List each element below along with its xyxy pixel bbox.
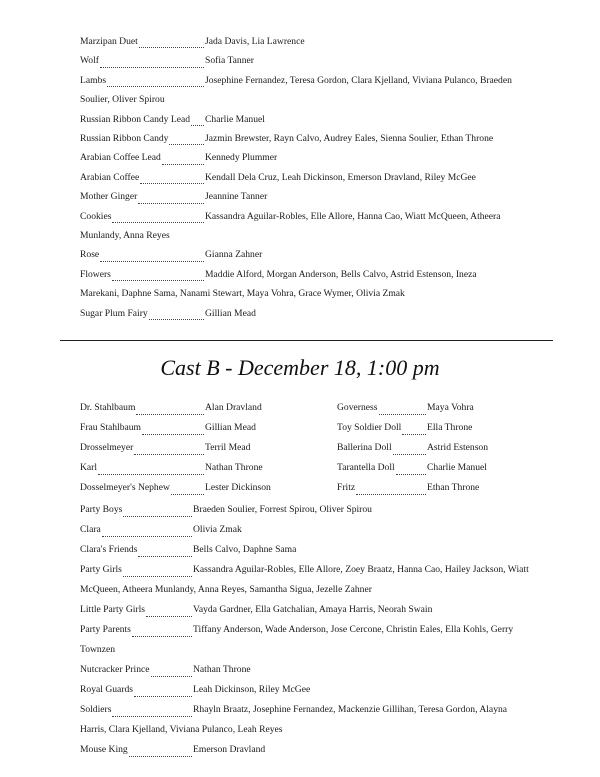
cast-entry	[80, 600, 560, 620]
role-leader	[80, 458, 205, 478]
role-name: Royal Guards	[80, 684, 134, 695]
dot-leader	[356, 494, 426, 495]
cast-entry	[80, 700, 560, 740]
cast-entry	[80, 265, 550, 304]
performer-names: Kassandra Aguilar-Robles, Elle Allore, Zoey Braatz, Hanna Cao, Hailey Jackson, Wiatt	[193, 564, 529, 575]
performer-names: Jeannine Tanner	[205, 191, 268, 203]
performer-names: Nathan Throne	[205, 462, 263, 473]
role-name: Ballerina Doll	[337, 442, 392, 453]
performer-names: Rhayln Braatz, Josephine Fernandez, Mackenzie Gillihan, Teresa Gordon, Alayna	[193, 704, 508, 715]
dot-leader	[136, 414, 204, 415]
role-name: Fritz	[337, 482, 356, 493]
role-leader	[80, 740, 193, 760]
cast-b-principal-left	[80, 398, 330, 498]
performer-names-continued: McQueen, Atheera Munlandy, Anna Reyes, Samantha Sigua, Jezelle Zahner	[80, 584, 372, 595]
role-leader	[80, 32, 205, 51]
role-name: Wolf	[80, 55, 99, 67]
role-leader	[80, 620, 193, 640]
role-name: Marzipan Duet	[80, 36, 138, 47]
role-leader	[80, 51, 205, 70]
dot-leader	[123, 516, 192, 517]
performer-names: Sofia Tanner	[205, 55, 254, 67]
role-name: Mouse King	[80, 744, 128, 755]
performer-names: Tiffany Anderson, Wade Anderson, Jose Cercone, Christin Eales, Ella Kohls, Gerry	[193, 624, 514, 635]
dot-leader	[142, 434, 204, 435]
role-name: Party Boys	[80, 504, 123, 515]
role-leader	[80, 660, 193, 680]
performer-names-continued: Harris, Clara Kjelland, Viviana Pulanco, Leah Reyes	[80, 724, 283, 735]
cast-entry	[80, 207, 550, 246]
role-leader	[80, 438, 205, 458]
role-leader	[80, 560, 193, 580]
role-leader	[80, 148, 205, 167]
role-name: Dr. Stahlbaum	[80, 402, 136, 413]
dot-leader	[129, 756, 192, 757]
role-leader	[80, 129, 205, 148]
dot-leader	[146, 616, 192, 617]
role-leader	[80, 680, 193, 700]
performer-names: Gillian Mead	[205, 422, 256, 433]
cast-entry	[337, 438, 557, 458]
cast-entry	[80, 620, 560, 660]
performer-names: Charlie Manuel	[427, 462, 487, 473]
performer-names-continued: Townzen	[80, 644, 116, 655]
performer-names: Terril Mead	[205, 442, 251, 453]
dot-leader	[139, 47, 204, 48]
performer-names: Emerson Dravland	[193, 744, 266, 755]
cast-entry	[80, 680, 560, 700]
role-leader	[80, 540, 193, 560]
performer-names: Bells Calvo, Daphne Sama	[193, 544, 297, 555]
dot-leader	[100, 67, 204, 68]
dot-leader	[112, 280, 204, 281]
dot-leader	[396, 474, 426, 475]
role-name: Drosselmeyer	[80, 442, 134, 453]
cast-entry	[80, 245, 550, 264]
cast-entry	[80, 478, 330, 498]
dot-leader	[138, 556, 192, 557]
role-name: Frau Stahlbaum	[80, 422, 142, 433]
role-name: Little Party Girls	[80, 604, 146, 615]
role-leader	[337, 458, 427, 478]
dot-leader	[169, 144, 204, 145]
cast-entry	[80, 187, 550, 206]
role-leader	[80, 168, 205, 187]
role-name: Flowers	[80, 268, 111, 280]
dot-leader	[134, 696, 192, 697]
dot-leader	[393, 454, 426, 455]
role-leader	[80, 304, 205, 323]
role-name: Arabian Coffee Lead	[80, 152, 161, 164]
role-leader	[80, 187, 205, 206]
role-name: Rose	[80, 249, 100, 261]
role-name: Toy Soldier Doll	[337, 422, 402, 433]
cast-entry	[80, 32, 550, 51]
role-leader	[80, 207, 205, 226]
role-name: Dosselmeyer's Nephew	[80, 482, 170, 493]
performer-names: Maddie Alford, Morgan Anderson, Bells Calvo, Astrid Estenson, Ineza	[205, 268, 477, 280]
dot-leader	[140, 183, 204, 184]
role-name: Nutcracker Prince	[80, 664, 150, 675]
dot-leader	[151, 676, 192, 677]
performer-names: Charlie Manuel	[205, 113, 265, 125]
role-leader	[80, 600, 193, 620]
dot-leader	[107, 86, 204, 87]
role-name: Russian Ribbon Candy Lead	[80, 113, 191, 125]
cast-entry	[80, 520, 560, 540]
role-leader	[80, 478, 205, 498]
dot-leader	[171, 494, 204, 495]
role-name: Lambs	[80, 74, 107, 86]
role-name: Sugar Plum Fairy	[80, 307, 148, 319]
cast-entry	[80, 168, 550, 187]
performer-names: Gianna Zahner	[205, 249, 263, 261]
cast-list-section-a	[80, 32, 550, 323]
performer-names: Olivia Zmak	[193, 524, 242, 535]
section-divider	[60, 340, 553, 341]
cast-entry	[80, 540, 560, 560]
cast-entry	[80, 560, 560, 600]
cast-entry	[337, 418, 557, 438]
performer-names: Leah Dickinson, Riley McGee	[193, 684, 311, 695]
cast-b-list	[80, 500, 560, 760]
dot-leader	[112, 222, 204, 223]
dot-leader	[123, 576, 192, 577]
role-name: Party Girls	[80, 564, 122, 575]
role-name: Party Parents	[80, 624, 131, 635]
dot-leader	[191, 125, 204, 126]
cast-entry	[80, 51, 550, 70]
cast-entry	[80, 148, 550, 167]
role-leader	[80, 245, 205, 264]
performer-names: Vayda Gardner, Ella Gatchalian, Amaya Harris, Neorah Swain	[193, 604, 433, 615]
cast-entry	[80, 500, 560, 520]
performer-names: Kennedy Plummer	[205, 152, 278, 164]
role-leader	[80, 520, 193, 540]
role-leader	[80, 500, 193, 520]
cast-entry	[80, 71, 550, 110]
dot-leader	[138, 203, 204, 204]
dot-leader	[132, 636, 192, 637]
dot-leader	[379, 414, 427, 415]
dot-leader	[112, 716, 192, 717]
cast-entry	[80, 304, 550, 323]
role-name: Tarantella Doll	[337, 462, 395, 473]
role-name: Russian Ribbon Candy	[80, 133, 169, 145]
role-name: Mother Ginger	[80, 191, 138, 203]
dot-leader	[134, 454, 204, 455]
cast-entry	[80, 110, 550, 129]
role-leader	[337, 418, 427, 438]
performer-names-continued: Marekani, Daphne Sama, Nanami Stewart, Maya Vohra, Grace Wymer, Olivia Zmak	[80, 288, 405, 300]
role-name: Karl	[80, 462, 98, 473]
role-name: Cookies	[80, 210, 112, 222]
role-name: Clara	[80, 524, 101, 535]
performer-names: Josephine Fernandez, Teresa Gordon, Clara Kjelland, Viviana Pulanco, Braeden	[205, 74, 512, 86]
role-leader	[80, 700, 193, 720]
cast-entry	[337, 458, 557, 478]
cast-entry	[337, 478, 557, 498]
performer-names-continued: Munlandy, Anna Reyes	[80, 230, 170, 242]
cast-b-principal-right	[337, 398, 557, 498]
role-leader	[337, 438, 427, 458]
cast-entry	[80, 418, 330, 438]
performer-names: Lester Dickinson	[205, 482, 271, 493]
cast-entry	[337, 398, 557, 418]
performer-names: Gillian Mead	[205, 307, 256, 319]
role-leader	[337, 398, 427, 418]
role-leader	[80, 71, 205, 90]
cast-b-title: Cast B - December 18, 1:00 pm	[160, 355, 440, 380]
cast-entry	[80, 129, 550, 148]
role-leader	[80, 398, 205, 418]
role-name: Clara's Friends	[80, 544, 138, 555]
dot-leader	[402, 434, 426, 435]
dot-leader	[162, 164, 204, 165]
dot-leader	[98, 474, 204, 475]
role-name: Soldiers	[80, 704, 112, 715]
dot-leader	[149, 319, 204, 320]
dot-leader	[100, 261, 204, 262]
role-leader	[80, 418, 205, 438]
performer-names: Braeden Soulier, Forrest Spirou, Oliver Spirou	[193, 504, 372, 515]
cast-entry	[80, 438, 330, 458]
performer-names: Kassandra Aguilar-Robles, Elle Allore, Hanna Cao, Wiatt McQueen, Atheera	[205, 210, 501, 222]
performer-names: Jada Davis, Lia Lawrence	[205, 36, 305, 47]
performer-names: Alan Dravland	[205, 402, 262, 413]
performer-names: Maya Vohra	[427, 402, 474, 413]
role-leader	[80, 110, 205, 129]
performer-names: Ethan Throne	[427, 482, 480, 493]
performer-names: Astrid Estenson	[427, 442, 489, 453]
cast-entry	[80, 458, 330, 478]
role-name: Governess	[337, 402, 378, 413]
cast-entry	[80, 398, 330, 418]
performer-names-continued: Soulier, Oliver Spirou	[80, 94, 165, 106]
performer-names: Kendall Dela Cruz, Leah Dickinson, Emerson Dravland, Riley McGee	[205, 171, 476, 183]
performer-names: Ella Throne	[427, 422, 473, 433]
role-name: Arabian Coffee	[80, 171, 140, 183]
performer-names: Nathan Throne	[193, 664, 251, 675]
performer-names: Jazmin Brewster, Rayn Calvo, Audrey Eales, Sienna Soulier, Ethan Throne	[205, 133, 494, 145]
role-leader	[337, 478, 427, 498]
cast-entry	[80, 740, 560, 760]
cast-entry	[80, 660, 560, 680]
dot-leader	[102, 536, 192, 537]
role-leader	[80, 265, 205, 284]
